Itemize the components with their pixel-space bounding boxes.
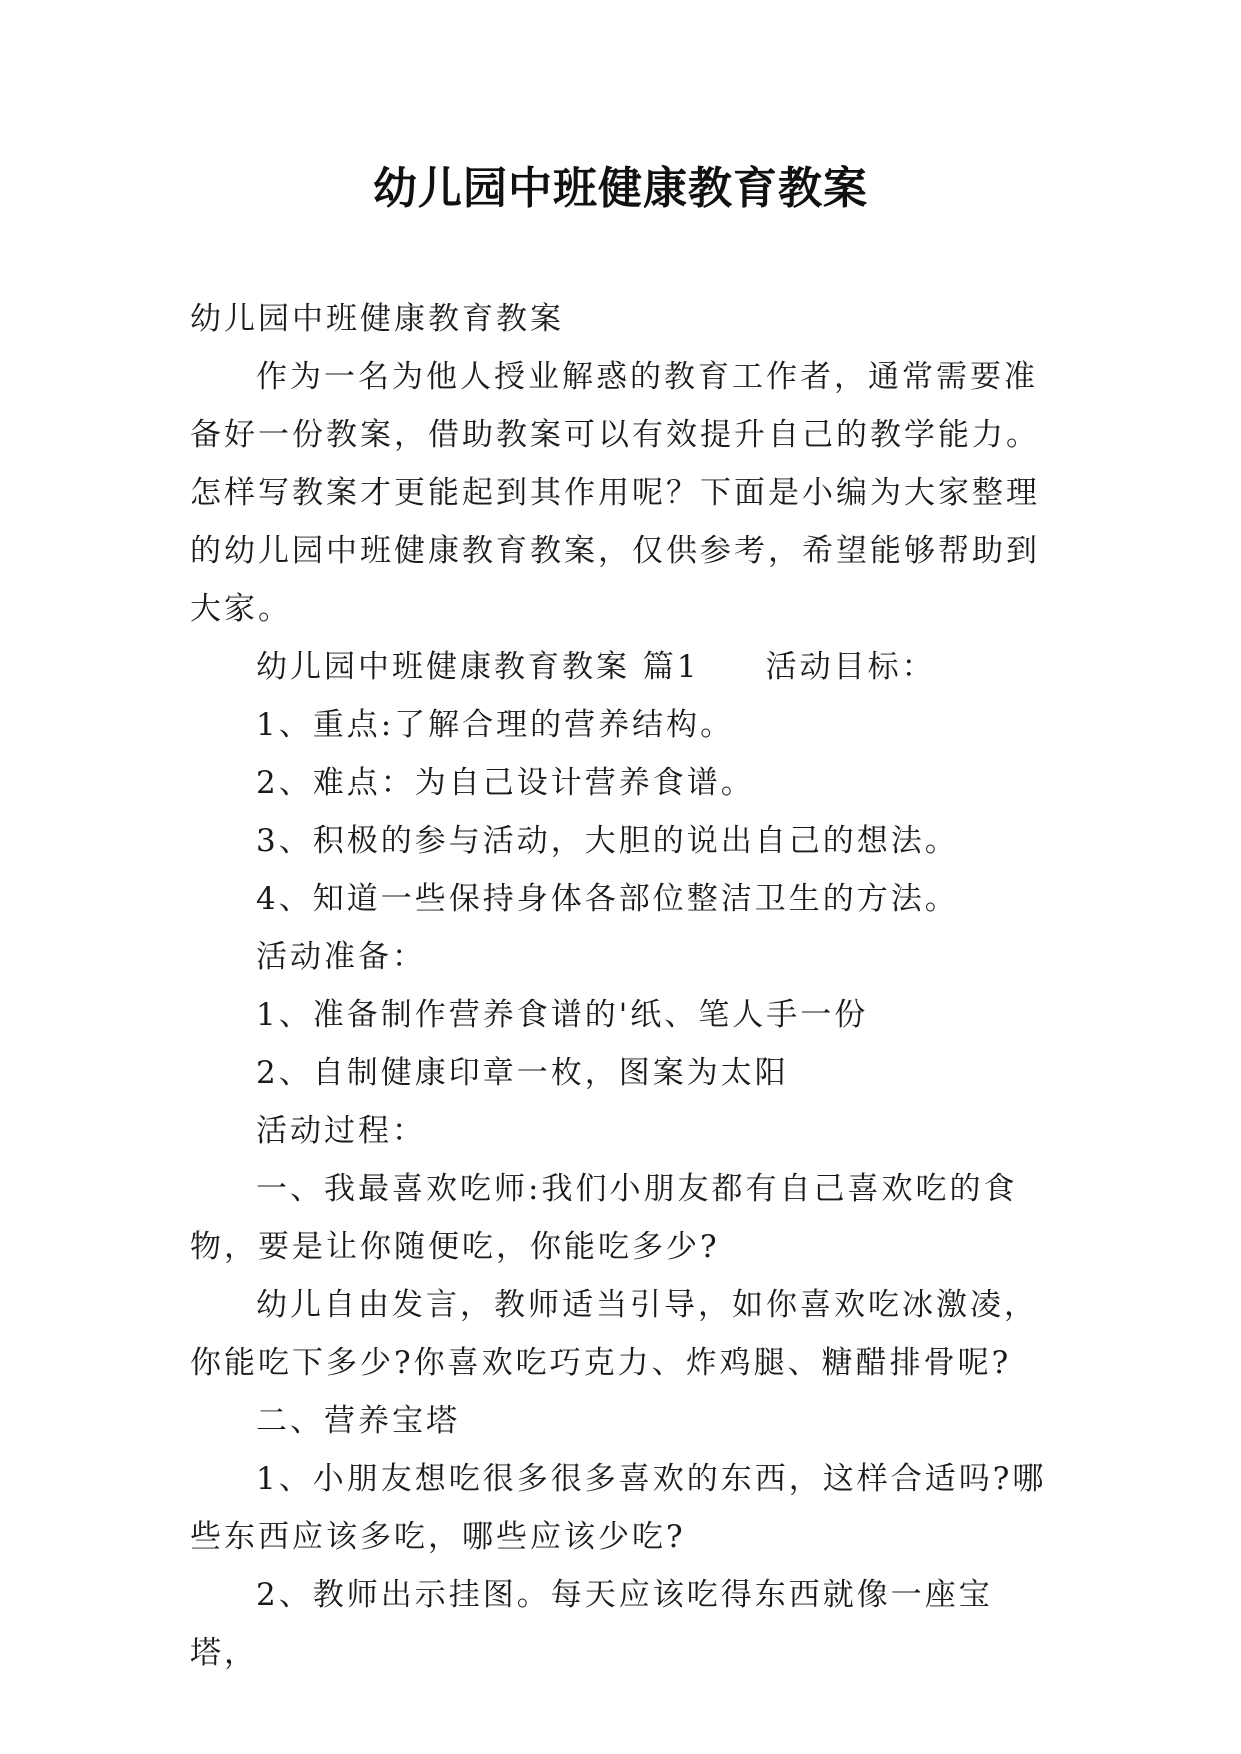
activity-goals-label: 活动目标： — [765, 649, 936, 685]
preparation-heading: 活动准备： — [256, 939, 426, 975]
document-title: 幼儿园中班健康教育教案 — [373, 163, 868, 214]
subtitle-paragraph: 幼儿园中班健康教育教案 — [190, 301, 564, 337]
section-heading-paragraph — [190, 638, 1060, 696]
process-step-1: 一、我最喜欢吃师:我们小朋友都有自己喜欢吃的食物，要是让你随便吃，你能吃多少? — [190, 1171, 1018, 1265]
intro-paragraph: 作为一名为他人授业解惑的教育工作者，通常需要准备好一份教案，借助教案可以有效提升自己的教学能力。怎样写教案才更能起到其作用呢？下面是小编为大家整理的幼儿园中班健康教育教案，仅供参考，希望能够帮助到大家。 — [190, 359, 1040, 627]
preparation-item-2: 2、自制健康印章一枚，图案为太阳 — [256, 1055, 789, 1091]
goal-item-2: 2、难点：为自己设计营养食谱。 — [256, 765, 755, 801]
process-step-2-item-2: 2、教师出示挂图。每天应该吃得东西就像一座宝塔， — [190, 1577, 993, 1671]
goal-item-1: 1、重点:了解合理的营养结构。 — [256, 707, 735, 743]
document-body — [190, 290, 1060, 1682]
process-step-1-detail: 幼儿自由发言，教师适当引导，如你喜欢吃冰激凌，你能吃下多少?你喜欢吃巧克力、炸鸡腿、糖醋排骨呢? — [190, 1287, 1038, 1381]
preparation-item-1: 1、准备制作营养食谱的'纸、笔人手一份 — [256, 997, 869, 1033]
section-heading: 幼儿园中班健康教育教案 篇1 — [256, 649, 700, 685]
goal-item-3: 3、积极的参与活动，大胆的说出自己的想法。 — [256, 823, 959, 859]
process-heading: 活动过程： — [256, 1113, 426, 1149]
goal-item-4: 4、知道一些保持身体各部位整洁卫生的方法。 — [256, 881, 959, 917]
process-step-2-item-1: 1、小朋友想吃很多很多喜欢的东西，这样合适吗?哪些东西应该多吃，哪些应该少吃? — [190, 1461, 1047, 1555]
process-step-2-heading: 二、营养宝塔 — [256, 1403, 460, 1439]
